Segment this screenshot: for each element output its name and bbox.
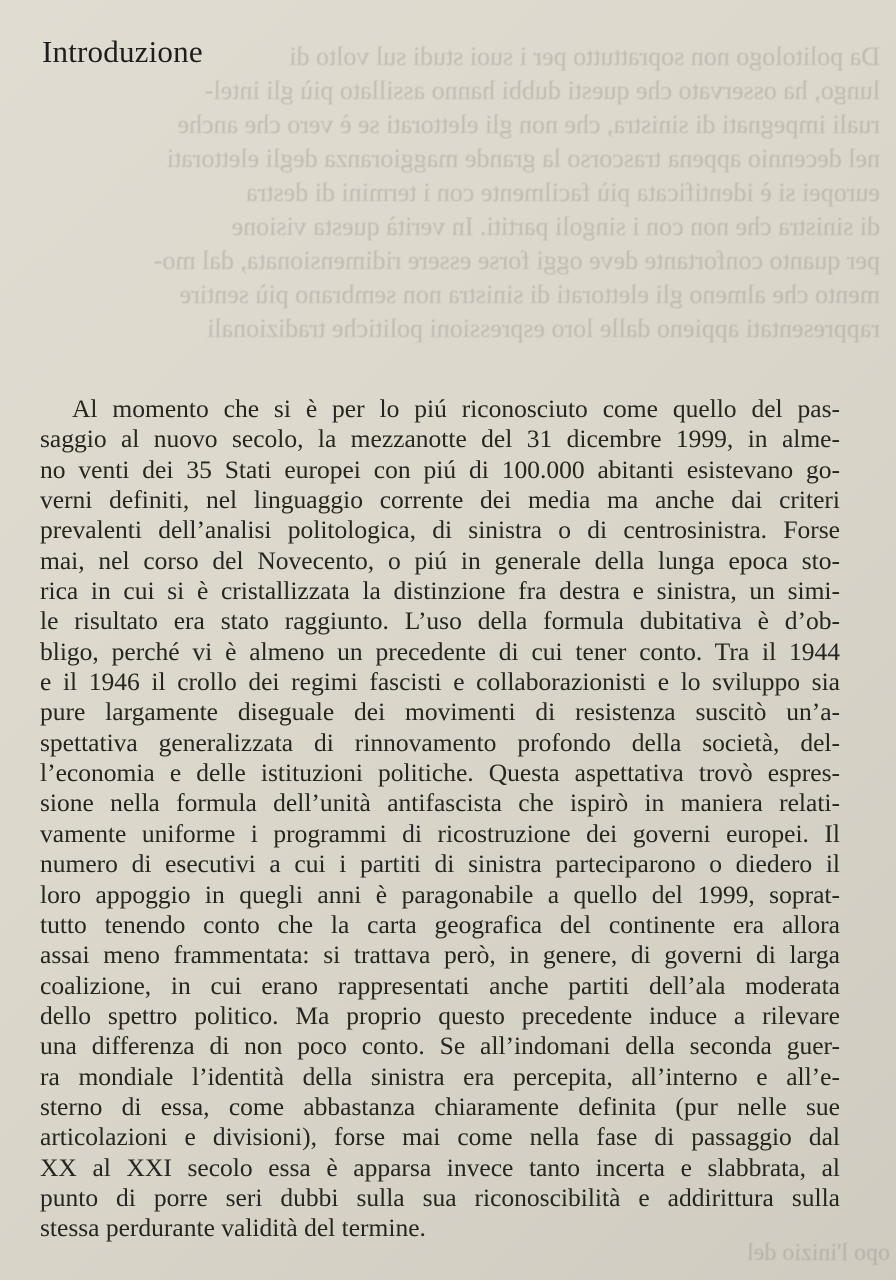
paragraph-line: bligo, perché vi è almeno un precedente di cui tener conto. Tra il 1944 [40,636,840,666]
paragraph-line: mai, nel corso del Novecento, o piú in generale della lunga epoca sto- [40,545,840,575]
paragraph-line: una differenza di non poco conto. Se all’indomani della seconda guer- [40,1031,840,1061]
paragraph-line: coalizione, in cui erano rappresentati anche partiti dell’ala moderata [40,970,840,1000]
paragraph-line: Al momento che si è per lo piú riconosciuto come quello del pas- [72,394,840,423]
paragraph-line: ra mondiale l’identità della sinistra era percepita, all’interno e all’e- [40,1061,840,1091]
paragraph-line: tutto tenendo conto che la carta geografica del continente era allora [40,909,840,939]
paragraph-line: sterno di essa, come abbastanza chiaramente definita (pur nelle sue [40,1091,840,1121]
reverse-page-bleed-bottom: opo l'inizio del [747,1240,890,1266]
paragraph-line: spettativa generalizzata di rinnovamento profondo della società, del- [40,727,840,757]
paragraph-line: e il 1946 il crollo dei regimi fascisti e collaborazionisti e lo sviluppo sia [40,667,840,697]
reverse-page-bleed-through: Da politologo non soprattutto per i suoi studi sul volto di lungo, ha osservato che questi dubbi hanno assillato più gli intel- ruali impegnati di sinistra, che non gli elettorati se è vero che anche nel decennio appena trascorso la grande maggioranza degli elettorati europei si è identificata più facilmente con i termini di destra di sinistra che non con i singoli partiti. In verità questa visione per quanto confortante deve oggi forse essere ridimensionata, dal mo- mento che almeno gli elettorati di sinistra non sembrano più sentire rappresentati appieno dalle loro espressioni politiche tradizionali [153,42,880,343]
paragraph-line: punto di porre seri dubbi sulla sua riconoscibilità e addirittura sulla [40,1182,840,1212]
paragraph-line: vamente uniforme i programmi di ricostruzione dei governi europei. Il [40,818,840,848]
paragraph-line: dello spettro politico. Ma proprio questo precedente induce a rilevare [40,1000,840,1030]
page-title: Introduzione [42,34,203,69]
paragraph-line: rica in cui si è cristallizzata la distinzione fra destra e sinistra, un simi- [40,576,840,606]
paragraph-line: verni definiti, nel linguaggio corrente dei media ma anche dai criteri [40,485,840,515]
paragraph-line: prevalenti dell’analisi politologica, di sinistra o di centrosinistra. Forse [40,515,840,545]
paragraph-line: no venti dei 35 Stati europei con piú di 100.000 abitanti esistevano go- [40,454,840,484]
paragraph-line: stessa perdurante validità del termine. [40,1213,426,1243]
body-paragraph [40,394,840,1244]
paragraph-line: assai meno frammentata: si trattava però, in genere, di governi di larga [40,940,840,970]
paragraph-line: l’economia e delle istituzioni politiche. Questa aspettativa trovò espres- [40,758,840,788]
paragraph-line: articolazioni e divisioni), forse mai come nella fase di passaggio dal [40,1122,840,1152]
paragraph-line: loro appoggio in quegli anni è paragonabile a quello del 1999, soprat- [40,879,840,909]
paragraph-line: numero di esecutivi a cui i partiti di sinistra parteciparono o diedero il [40,849,840,879]
paragraph-line: XX al XXI secolo essa è apparsa invece tanto incerta e slabbrata, al [40,1152,840,1182]
paragraph-line: sione nella formula dell’unità antifascista che ispirò in maniera relati- [40,788,840,818]
paragraph-line: saggio al nuovo secolo, la mezzanotte del 31 dicembre 1999, in alme- [40,424,840,454]
paragraph-line: le risultato era stato raggiunto. L’uso della formula dubitativa è d’ob- [40,606,840,636]
paragraph-line: pure largamente diseguale dei movimenti di resistenza suscitò un’a- [40,697,840,727]
